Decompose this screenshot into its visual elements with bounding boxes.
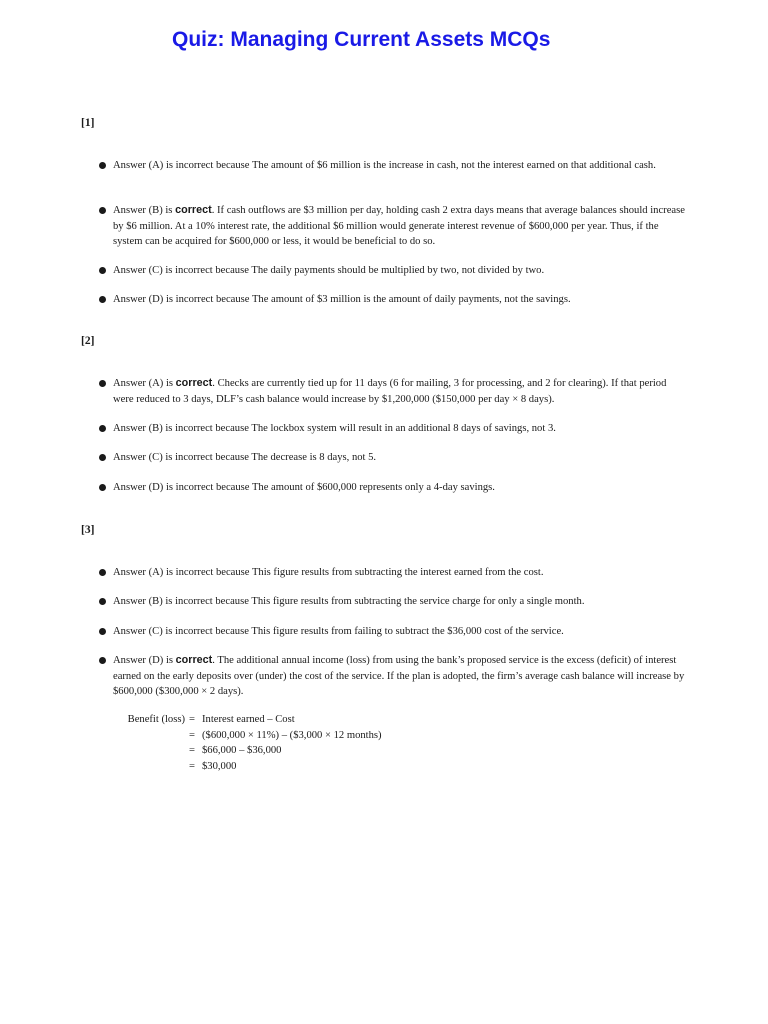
calc-row (0, 743, 768, 759)
answer-text: Answer (C) is incorrect because The daily payments should be multiplied by two, not divided by two. (113, 265, 545, 276)
calc-row (0, 728, 768, 744)
answer-text: Answer (B) is correct. If cash outflows are $3 million per day, holding cash 2 extra days means that average balances should increase by $6 million. At a 10% interest rate, the additional $6 million would generate interest revenue of $600,000 per year. Thus, if the system can be acquired for $600,000 or less, it would be beneficial to do so. (113, 204, 685, 248)
calc-value: Interest earned – Cost (202, 714, 295, 725)
bullet-icon (99, 207, 106, 214)
answer-text: Answer (A) is incorrect because This figure results from subtracting the interest earned from the cost. (113, 567, 544, 578)
answer-text: Answer (C) is incorrect because The decrease is 8 days, not 5. (113, 452, 377, 463)
bullet-icon (99, 425, 106, 432)
page-title: Quiz: Managing Current Assets MCQs (172, 28, 551, 51)
answer-text: Answer (A) is correct. Checks are currently tied up for 11 days (6 for mailing, 3 for processing, and 2 for clearing). If that period were reduced to 3 days, DLF’s cash balance would increase by $1,200,000 ($150,000 per day × 8 days). (113, 377, 667, 405)
question-number: [1] (81, 117, 95, 129)
bullet-icon (99, 162, 106, 169)
answer-text: Answer (B) is incorrect because The lockbox system will result in an additional 8 days of savings, not 3. (113, 423, 556, 434)
bullet-icon (99, 569, 106, 576)
calc-value: $66,000 – $36,000 (202, 745, 282, 756)
answer-text: Answer (B) is incorrect because This figure results from subtracting the service charge for only a single month. (113, 596, 585, 607)
calc-row (0, 759, 768, 775)
answer-text: Answer (D) is incorrect because The amount of $3 million is the amount of daily payments, not the savings. (113, 294, 571, 305)
calc-value: $30,000 (202, 761, 237, 772)
calc-value: ($600,000 × 11%) – ($3,000 × 12 months) (202, 730, 382, 741)
equals-sign: = (189, 714, 195, 725)
bullet-icon (99, 598, 106, 605)
answer-text: Answer (D) is incorrect because The amount of $600,000 represents only a 4-day savings. (113, 482, 495, 493)
bullet-icon (99, 657, 106, 664)
bullet-icon (99, 484, 106, 491)
correct-keyword: correct (175, 377, 213, 389)
answer-text: Answer (D) is correct. The additional annual income (loss) from using the bank’s proposed service is the excess (deficit) of interest earned on the early deposits over (under) the cost of the service. If the plan is adopted, the firm’s average cash balance will increase by $600,000 ($300,000 × 2 days). (113, 654, 685, 698)
correct-keyword: correct (175, 654, 213, 666)
correct-keyword: correct (175, 204, 212, 216)
equals-sign: = (189, 745, 195, 756)
bullet-icon (99, 628, 106, 635)
bullet-icon (99, 380, 106, 387)
bullet-icon (99, 267, 106, 274)
question-number: [3] (81, 524, 95, 536)
equals-sign: = (189, 761, 195, 772)
bullet-icon (99, 296, 106, 303)
answer-text: Answer (C) is incorrect because This figure results from failing to subtract the $36,000 cost of the service. (113, 626, 564, 637)
calc-label: Benefit (loss) (127, 714, 185, 725)
answer-text: Answer (A) is incorrect because The amount of $6 million is the increase in cash, not the interest earned on that additional cash. (113, 160, 656, 171)
question-number: [2] (81, 335, 95, 347)
equals-sign: = (189, 730, 195, 741)
bullet-icon (99, 454, 106, 461)
calc-row (0, 712, 768, 728)
